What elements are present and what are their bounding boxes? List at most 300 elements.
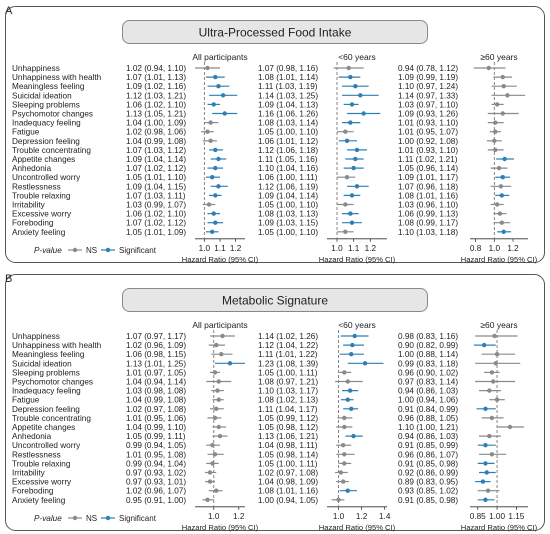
- hr-point: [341, 443, 345, 447]
- row-label: Inadequacy feeling: [12, 118, 81, 128]
- hr-ci-label: 1.01 (0.95, 1.06): [126, 413, 187, 423]
- hr-ci-label: 1.01 (0.93, 1.10): [398, 118, 459, 128]
- hr-ci-label: 1.07 (0.97, 1.17): [126, 332, 187, 341]
- row-label: Depression feeling: [12, 404, 80, 414]
- hr-point: [491, 379, 495, 383]
- hr-point: [363, 361, 367, 365]
- panel-title: Ultra-Processed Food Intake: [198, 25, 352, 40]
- hr-point: [208, 120, 212, 124]
- hr-ci-label: 0.99 (0.94, 1.04): [126, 459, 187, 469]
- row-label: Restlessness: [12, 450, 61, 460]
- hr-point: [350, 221, 354, 225]
- hr-point: [349, 407, 353, 411]
- row-label: Fatigue: [12, 127, 40, 137]
- hr-ci-label: 1.04 (0.99, 1.08): [126, 395, 187, 405]
- hr-ci-label: 1.16 (1.06, 1.26): [258, 109, 319, 119]
- hr-ci-label: 1.09 (0.93, 1.26): [398, 109, 459, 119]
- row-label: Trouble concentrating: [12, 145, 91, 155]
- row-label: Foreboding: [12, 486, 54, 496]
- hr-point: [497, 166, 501, 170]
- hr-ci-label: 1.13 (1.05, 1.21): [126, 109, 187, 119]
- hr-ci-label: 1.09 (1.03, 1.15): [258, 218, 319, 228]
- hr-ci-label: 1.09 (1.01, 1.17): [398, 173, 459, 183]
- hr-ci-label: 1.08 (1.01, 1.16): [398, 191, 459, 201]
- hr-ci-label: 1.00 (0.88, 1.14): [398, 350, 459, 360]
- hr-point: [501, 75, 505, 79]
- row-label: Unhappiness: [12, 332, 60, 341]
- hr-point: [350, 343, 354, 347]
- hr-ci-label: 1.02 (0.97, 1.08): [258, 468, 319, 478]
- hr-point: [492, 334, 496, 338]
- hr-point: [216, 84, 220, 88]
- hr-point: [349, 352, 353, 356]
- hr-ci-label: 1.14 (0.97, 1.33): [398, 91, 459, 101]
- hr-ci-label: 1.09 (1.04, 1.15): [126, 182, 187, 192]
- hr-ci-label: 1.12 (1.06, 1.18): [258, 145, 319, 155]
- row-label: Appetite changes: [12, 155, 76, 164]
- hr-point: [210, 230, 214, 234]
- hr-ci-label: 1.08 (1.03, 1.14): [258, 118, 319, 128]
- subplot-title: <60 years: [338, 320, 376, 330]
- hr-ci-label: 0.99 (0.83, 1.18): [398, 359, 459, 369]
- hr-point: [219, 352, 223, 356]
- panel-letter: B: [5, 273, 13, 285]
- x-tick-label: 1.2: [233, 511, 245, 521]
- hr-point: [498, 211, 502, 215]
- hr-point: [342, 461, 346, 465]
- panel-letter: A: [5, 5, 13, 17]
- subplot-title: ≥60 years: [480, 52, 518, 62]
- hr-point: [495, 102, 499, 106]
- hr-point: [210, 461, 214, 465]
- legend-sig-label: Significant: [119, 514, 156, 523]
- hr-point: [342, 452, 346, 456]
- legend-ns-label: NS: [86, 246, 98, 255]
- hr-ci-label: 1.09 (1.04, 1.13): [258, 100, 319, 110]
- hr-point: [490, 452, 494, 456]
- hr-point: [348, 75, 352, 79]
- x-axis-label: Hazard Ratio (95% CI): [318, 522, 396, 532]
- hr-point: [501, 175, 505, 179]
- x-tick-label: 1.2: [229, 243, 242, 253]
- hr-point: [361, 111, 365, 115]
- hr-point: [217, 425, 221, 429]
- hr-point: [214, 489, 218, 493]
- hr-point: [355, 184, 359, 188]
- hr-point: [348, 211, 352, 215]
- hr-ci-label: 1.11 (1.01, 1.22): [258, 350, 318, 360]
- hr-ci-label: 0.96 (0.90, 1.02): [398, 368, 459, 378]
- x-tick-label: 0.8: [469, 243, 482, 253]
- hr-ci-label: 1.11 (1.03, 1.19): [258, 82, 318, 92]
- hr-ci-label: 1.04 (0.94, 1.14): [126, 377, 187, 387]
- hr-ci-label: 1.12 (1.04, 1.22): [258, 341, 319, 351]
- hr-ci-label: 1.01 (0.95, 1.08): [126, 450, 187, 460]
- legend-title: P-value: [34, 514, 62, 523]
- hr-point: [500, 221, 504, 225]
- hr-point: [485, 470, 489, 474]
- hr-ci-label: 1.01 (0.97, 1.05): [126, 368, 187, 378]
- x-axis-label: Hazard Ratio (95% CI): [181, 254, 259, 264]
- x-tick-label: 1.4: [378, 511, 391, 521]
- subplot-title: All participants: [192, 320, 248, 330]
- hr-point: [213, 75, 217, 79]
- hr-point: [212, 211, 216, 215]
- hr-point: [351, 434, 355, 438]
- hr-ci-label: 1.05 (1.00, 1.11): [258, 459, 318, 469]
- hr-ci-label: 0.94 (0.78, 1.12): [398, 64, 459, 73]
- hr-point: [358, 93, 362, 97]
- hr-point: [208, 139, 212, 143]
- hr-ci-label: 1.13 (1.06, 1.21): [258, 432, 319, 442]
- hr-point: [482, 343, 486, 347]
- legend-sig-label: Significant: [119, 246, 156, 255]
- hr-ci-label: 1.07 (1.02, 1.12): [126, 218, 187, 228]
- hr-point: [345, 139, 349, 143]
- hr-point: [346, 398, 350, 402]
- row-label: Psychomotor changes: [12, 109, 94, 119]
- hr-point: [220, 334, 224, 338]
- hr-point: [351, 166, 355, 170]
- hr-point: [353, 157, 357, 161]
- hr-point: [502, 157, 506, 161]
- subplot-title: ≥60 years: [480, 320, 518, 330]
- row-label: Irritability: [12, 200, 45, 210]
- legend-sig-marker: [106, 248, 110, 252]
- hr-point: [508, 425, 512, 429]
- hr-ci-label: 1.06 (0.98, 1.15): [126, 350, 187, 360]
- hr-point: [348, 388, 352, 392]
- hr-point: [213, 148, 217, 152]
- hr-ci-label: 1.03 (0.97, 1.10): [398, 100, 459, 110]
- x-axis-label: Hazard Ratio (95% CI): [181, 522, 259, 532]
- x-tick-label: 1.0: [488, 243, 501, 253]
- hr-ci-label: 1.09 (0.99, 1.19): [398, 73, 459, 83]
- hr-ci-label: 0.96 (0.88, 1.05): [398, 413, 459, 423]
- hr-ci-label: 1.05 (1.01, 1.09): [126, 227, 187, 237]
- hr-ci-label: 1.05 (1.01, 1.10): [126, 173, 187, 183]
- hr-point: [343, 130, 347, 134]
- row-label: Suicidal ideation: [12, 359, 72, 369]
- hr-ci-label: 1.08 (0.99, 1.17): [398, 218, 459, 228]
- hr-ci-label: 1.06 (1.00, 1.11): [258, 173, 318, 183]
- hr-point: [213, 370, 217, 374]
- hr-ci-label: 1.08 (0.97, 1.21): [258, 377, 319, 387]
- row-label: Restlessness: [12, 182, 61, 192]
- hr-ci-label: 1.02 (0.94, 1.10): [126, 64, 187, 73]
- hr-point: [208, 470, 212, 474]
- hr-point: [343, 230, 347, 234]
- hr-point: [222, 111, 226, 115]
- hr-point: [341, 479, 345, 483]
- hr-ci-label: 1.05 (0.98, 1.14): [258, 450, 319, 460]
- x-axis-label: Hazard Ratio (95% CI): [460, 254, 538, 264]
- hr-point: [345, 175, 349, 179]
- x-tick-label: 1.00: [489, 511, 506, 521]
- row-label: Trouble concentrating: [12, 413, 91, 423]
- subplot-title: <60 years: [338, 52, 376, 62]
- hr-ci-label: 1.00 (0.92, 1.08): [398, 136, 459, 146]
- row-label: Trouble relaxing: [12, 459, 71, 469]
- hr-ci-label: 1.07 (1.03, 1.11): [126, 191, 186, 201]
- hr-ci-label: 1.01 (0.93, 1.10): [398, 145, 459, 155]
- x-tick-label: 1.0: [198, 243, 211, 253]
- hr-point: [505, 93, 509, 97]
- x-tick-label: 1.2: [507, 243, 519, 253]
- hr-ci-label: 0.91 (0.84, 0.99): [398, 404, 459, 414]
- hr-ci-label: 1.05 (1.00, 1.11): [258, 368, 318, 378]
- hr-ci-label: 1.23 (1.08, 1.39): [258, 359, 319, 369]
- hr-ci-label: 1.11 (1.05, 1.16): [258, 155, 318, 164]
- panel-a: [5, 5, 545, 264]
- hr-ci-label: 1.05 (0.96, 1.14): [398, 164, 459, 174]
- hr-point: [343, 202, 347, 206]
- hr-ci-label: 1.07 (1.02, 1.12): [126, 164, 187, 174]
- hr-ci-label: 0.94 (0.86, 1.03): [398, 386, 459, 396]
- hr-point: [483, 461, 487, 465]
- hr-point: [212, 102, 216, 106]
- hr-point: [215, 388, 219, 392]
- hr-ci-label: 0.92 (0.86, 0.99): [398, 468, 459, 478]
- hr-point: [501, 84, 505, 88]
- hr-point: [342, 370, 346, 374]
- hr-ci-label: 1.07 (1.03, 1.12): [126, 145, 187, 155]
- legend-ns-label: NS: [86, 514, 98, 523]
- hr-point: [487, 434, 491, 438]
- hr-point: [500, 193, 504, 197]
- hr-point: [339, 470, 343, 474]
- legend-ns-marker: [73, 516, 77, 520]
- row-label: Excessive worry: [12, 209, 72, 219]
- hr-ci-label: 1.11 (1.02, 1.21): [398, 155, 458, 164]
- hr-point: [221, 93, 225, 97]
- row-label: Excessive worry: [12, 477, 72, 487]
- hr-ci-label: 1.10 (1.00, 1.21): [398, 423, 459, 432]
- hr-ci-label: 1.07 (0.98, 1.16): [258, 64, 319, 73]
- hr-point: [205, 130, 209, 134]
- hr-ci-label: 1.10 (1.03, 1.17): [258, 386, 319, 396]
- hr-ci-label: 1.02 (0.98, 1.06): [126, 127, 187, 137]
- hr-point: [216, 157, 220, 161]
- hr-ci-label: 1.03 (0.98, 1.08): [126, 386, 187, 396]
- hr-ci-label: 1.13 (1.01, 1.25): [126, 359, 187, 369]
- hr-point: [214, 343, 218, 347]
- hr-ci-label: 1.06 (1.02, 1.10): [126, 100, 187, 110]
- hr-ci-label: 1.02 (0.97, 1.08): [126, 404, 187, 414]
- hr-point: [490, 370, 494, 374]
- hr-point: [352, 334, 356, 338]
- hr-point: [205, 66, 209, 70]
- hr-ci-label: 1.12 (1.03, 1.21): [126, 91, 187, 101]
- hr-point: [501, 230, 505, 234]
- hr-ci-label: 1.08 (1.01, 1.14): [258, 73, 319, 83]
- legend: [34, 246, 157, 255]
- hr-point: [350, 193, 354, 197]
- row-label: Unhappiness with health: [12, 341, 102, 351]
- hr-ci-label: 1.14 (1.03, 1.25): [258, 91, 319, 101]
- row-label: Meaningless feeling: [12, 82, 85, 92]
- row-label: Sleeping problems: [12, 100, 80, 110]
- hr-ci-label: 0.91 (0.85, 0.98): [398, 495, 459, 505]
- hr-point: [501, 111, 505, 115]
- row-label: Anhedonia: [12, 432, 52, 442]
- legend-title: P-value: [34, 246, 62, 255]
- hr-point: [336, 498, 340, 502]
- hr-point: [214, 407, 218, 411]
- hr-ci-label: 0.95 (0.91, 1.00): [126, 495, 187, 505]
- hr-point: [346, 489, 350, 493]
- x-axis-label: Hazard Ratio (95% CI): [318, 254, 396, 264]
- hr-ci-label: 0.94 (0.86, 1.03): [398, 432, 459, 442]
- hr-ci-label: 1.05 (1.00, 1.10): [258, 227, 319, 237]
- x-tick-label: 1.0: [331, 243, 343, 253]
- hr-ci-label: 1.05 (0.99, 1.11): [126, 432, 186, 442]
- row-label: Unhappiness with health: [12, 73, 102, 83]
- hr-ci-label: 1.12 (1.06, 1.19): [258, 182, 319, 192]
- hr-ci-label: 1.06 (0.99, 1.13): [398, 209, 459, 219]
- legend-sig-marker: [106, 516, 110, 520]
- hr-ci-label: 0.89 (0.83, 0.95): [398, 477, 459, 487]
- hr-ci-label: 1.06 (1.01, 1.12): [258, 136, 319, 146]
- row-label: Uncontrolled worry: [12, 173, 81, 183]
- hr-ci-label: 1.05 (1.00, 1.10): [258, 127, 319, 137]
- hr-point: [483, 443, 487, 447]
- hr-point: [346, 379, 350, 383]
- hr-point: [483, 407, 487, 411]
- hr-point: [495, 398, 499, 402]
- hr-point: [481, 479, 485, 483]
- row-label: Irritability: [12, 468, 45, 478]
- subplot-title: All participants: [192, 52, 248, 62]
- hr-ci-label: 1.01 (0.95, 1.07): [398, 127, 459, 137]
- hr-point: [342, 416, 346, 420]
- hr-point: [207, 202, 211, 206]
- row-label: Psychomotor changes: [12, 377, 94, 387]
- hr-point: [486, 489, 490, 493]
- hr-ci-label: 1.09 (1.04, 1.14): [258, 191, 319, 201]
- hr-point: [487, 66, 491, 70]
- hr-ci-label: 0.91 (0.85, 0.98): [398, 459, 459, 469]
- legend-ns-marker: [73, 248, 77, 252]
- x-tick-label: 1.0: [208, 511, 220, 521]
- hr-point: [216, 184, 220, 188]
- row-label: Uncontrolled worry: [12, 441, 81, 451]
- x-tick-label: 1.2: [355, 511, 368, 521]
- hr-point: [492, 139, 496, 143]
- hr-ci-label: 1.00 (0.94, 1.05): [258, 495, 319, 505]
- hr-point: [495, 202, 499, 206]
- row-label: Inadequacy feeling: [12, 386, 81, 396]
- hr-ci-label: 1.05 (1.00, 1.10): [258, 200, 319, 210]
- hr-point: [217, 379, 221, 383]
- hr-ci-label: 1.09 (1.02, 1.16): [126, 82, 187, 92]
- hr-ci-label: 0.93 (0.85, 1.02): [398, 486, 459, 496]
- hr-ci-label: 1.02 (0.96, 1.09): [126, 341, 187, 351]
- row-label: Appetite changes: [12, 423, 76, 432]
- hr-point: [213, 416, 217, 420]
- hr-ci-label: 1.08 (1.02, 1.13): [258, 395, 319, 405]
- row-label: Anxiety feeling: [12, 495, 66, 505]
- legend: [34, 514, 157, 523]
- hr-point: [228, 361, 232, 365]
- hr-ci-label: 1.02 (0.96, 1.07): [126, 486, 187, 496]
- hr-ci-label: 0.90 (0.82, 0.99): [398, 341, 459, 351]
- hr-point: [208, 479, 212, 483]
- row-label: Suicidal ideation: [12, 91, 72, 101]
- hr-ci-label: 0.97 (0.93, 1.01): [126, 477, 187, 487]
- hr-point: [205, 498, 209, 502]
- hr-ci-label: 1.04 (1.00, 1.09): [126, 118, 187, 128]
- hr-ci-label: 1.00 (0.94, 1.06): [398, 395, 459, 405]
- row-label: Unhappiness: [12, 64, 60, 73]
- hr-point: [493, 148, 497, 152]
- hr-ci-label: 1.05 (0.99, 1.12): [258, 413, 319, 423]
- hr-point: [213, 221, 217, 225]
- x-axis-label: Hazard Ratio (95% CI): [460, 522, 538, 532]
- hr-point: [355, 148, 359, 152]
- hr-point: [213, 193, 217, 197]
- hr-point: [499, 184, 503, 188]
- hr-ci-label: 0.97 (0.93, 1.02): [126, 468, 187, 478]
- row-label: Anhedonia: [12, 164, 52, 174]
- hr-ci-label: 1.03 (0.96, 1.10): [398, 200, 459, 210]
- row-label: Anxiety feeling: [12, 227, 66, 237]
- x-tick-label: 0.85: [469, 511, 486, 521]
- hr-point: [210, 443, 214, 447]
- hr-ci-label: 1.04 (0.99, 1.08): [126, 136, 187, 146]
- row-label: Sleeping problems: [12, 368, 80, 378]
- hr-ci-label: 1.09 (1.04, 1.14): [126, 155, 187, 164]
- hr-ci-label: 1.04 (0.98, 1.11): [258, 441, 318, 451]
- hr-point: [346, 66, 350, 70]
- hr-ci-label: 1.11 (1.04, 1.17): [258, 404, 318, 414]
- hr-ci-label: 1.03 (0.99, 1.07): [126, 200, 187, 210]
- row-label: Meaningless feeling: [12, 350, 85, 360]
- hr-point: [213, 166, 217, 170]
- hr-ci-label: 1.04 (0.99, 1.10): [126, 423, 187, 432]
- hr-ci-label: 0.96 (0.86, 1.07): [398, 450, 459, 460]
- hr-ci-label: 1.08 (1.01, 1.16): [258, 486, 319, 496]
- hr-point: [494, 361, 498, 365]
- hr-point: [490, 416, 494, 420]
- x-tick-label: 1.1: [347, 243, 360, 253]
- panel-title: Metabolic Signature: [221, 293, 329, 308]
- hr-point: [495, 352, 499, 356]
- hr-ci-label: 1.05 (0.98, 1.12): [258, 423, 319, 432]
- row-label: Fatigue: [12, 395, 40, 405]
- x-tick-label: 1.2: [364, 243, 377, 253]
- row-label: Depression feeling: [12, 136, 80, 146]
- hr-point: [483, 498, 487, 502]
- x-tick-label: 1.1: [214, 243, 226, 253]
- hr-ci-label: 0.91 (0.85, 0.99): [398, 441, 459, 451]
- hr-ci-label: 1.14 (1.02, 1.26): [258, 332, 319, 341]
- hr-ci-label: 0.98 (0.83, 1.16): [398, 332, 459, 341]
- hr-point: [493, 120, 497, 124]
- row-label: Trouble relaxing: [12, 191, 71, 201]
- hr-ci-label: 1.06 (1.02, 1.10): [126, 209, 187, 219]
- hr-ci-label: 1.08 (1.03, 1.13): [258, 209, 319, 219]
- x-tick-label: 1.0: [332, 511, 345, 521]
- hr-ci-label: 1.10 (0.97, 1.24): [398, 82, 459, 92]
- x-tick-label: 1.15: [508, 511, 525, 521]
- hr-point: [213, 452, 217, 456]
- hr-ci-label: 1.10 (1.03, 1.18): [398, 227, 459, 237]
- hr-point: [348, 120, 352, 124]
- hr-point: [210, 175, 214, 179]
- hr-ci-label: 0.97 (0.83, 1.14): [398, 377, 459, 387]
- hr-ci-label: 0.99 (0.94, 1.05): [126, 441, 187, 451]
